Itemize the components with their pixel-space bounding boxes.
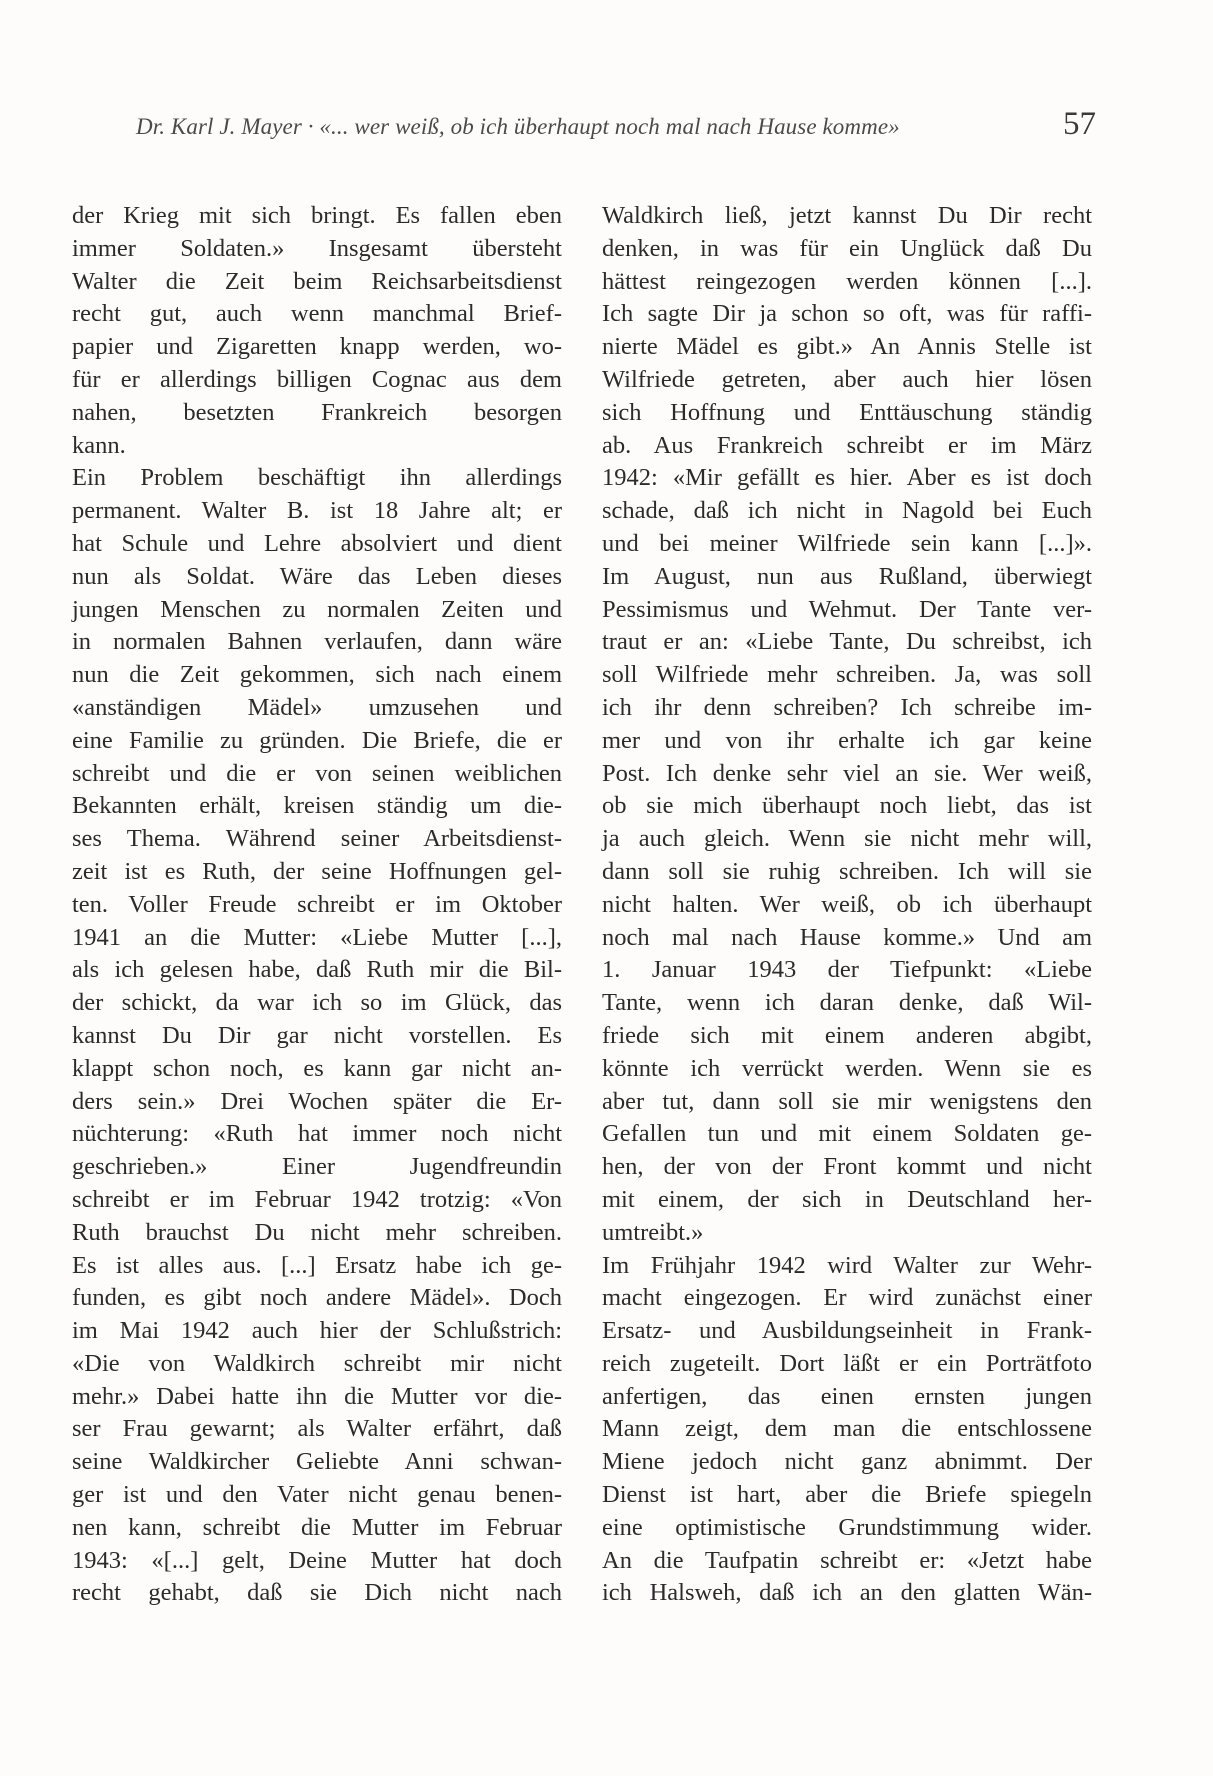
text-line: nun die Zeit gekommen, sich nach einem	[72, 661, 562, 689]
text-line: Im August, nun aus Rußland, überwiegt	[602, 562, 1092, 590]
text-line: Post. Ich denke sehr viel an sie. Wer weiß,	[602, 759, 1092, 787]
text-line: ger ist und den Vater nicht genau benen-	[72, 1481, 562, 1509]
text-line: funden, es gibt noch andere Mädel». Doch	[72, 1284, 562, 1312]
text-line: nun als Soldat. Wäre das Leben dieses	[72, 562, 562, 590]
text-line: ses Thema. Während seiner Arbeitsdienst-	[72, 825, 562, 853]
text-line: soll Wilfriede mehr schreiben. Ja, was soll	[602, 661, 1092, 689]
text-line: ich Halsweh, daß ich an den glatten Wän-	[602, 1579, 1092, 1607]
text-line: nicht halten. Wer weiß, ob ich überhaupt	[602, 890, 1092, 918]
text-line: Mann zeigt, dem man die entschlossene	[602, 1415, 1092, 1443]
text-line: der schickt, da war ich so im Glück, das	[72, 989, 562, 1017]
text-line: eine Familie zu gründen. Die Briefe, die er	[72, 726, 562, 754]
text-line: klappt schon noch, es kann gar nicht an-	[72, 1054, 562, 1082]
text-line: nierte Mädel es gibt.» An Annis Stelle ist	[602, 333, 1092, 361]
text-line: Ruth brauchst Du nicht mehr schreiben.	[72, 1218, 562, 1246]
text-line: sich Hoffnung und Enttäuschung ständig	[602, 398, 1092, 426]
text-line: 1942: «Mir gefällt es hier. Aber es ist doch	[602, 464, 1092, 492]
text-line: «Die von Waldkirch schreibt mir nicht	[72, 1349, 562, 1377]
text-line: recht gehabt, daß sie Dich nicht nach	[72, 1579, 562, 1607]
text-line: als ich gelesen habe, daß Ruth mir die Bil-	[72, 956, 562, 984]
text-line: 1943: «[...] gelt, Deine Mutter hat doch	[72, 1546, 562, 1574]
text-line: Wilfriede getreten, aber auch hier lösen	[602, 365, 1092, 393]
text-line: 1941 an die Mutter: «Liebe Mutter [...],	[72, 923, 562, 951]
text-line: jungen Menschen zu normalen Zeiten und	[72, 595, 562, 623]
text-line: immer Soldaten.» Insgesamt übersteht	[72, 234, 562, 262]
text-line: 1. Januar 1943 der Tiefpunkt: «Liebe	[602, 956, 1092, 984]
text-line: geschrieben.» Einer Jugendfreundin	[72, 1153, 562, 1181]
text-line: hättest reingezogen werden können [...].	[602, 267, 1092, 295]
text-line: für er allerdings billigen Cognac aus dem	[72, 365, 562, 393]
text-line: An die Taufpatin schreibt er: «Jetzt habe	[602, 1546, 1092, 1574]
text-line: Miene jedoch nicht ganz abnimmt. Der	[602, 1448, 1092, 1476]
text-line: Dienst ist hart, aber die Briefe spiegeln	[602, 1481, 1092, 1509]
text-line: ab. Aus Frankreich schreibt er im März	[602, 431, 1092, 459]
text-line: und bei meiner Wilfriede sein kann [...]».	[602, 529, 1092, 557]
text-line: Walter die Zeit beim Reichsarbeitsdienst	[72, 267, 562, 295]
text-line: dann soll sie ruhig schreiben. Ich will sie	[602, 857, 1092, 885]
left-text-column	[72, 200, 562, 1610]
page-number: 57	[1063, 106, 1096, 142]
text-line: anfertigen, das einen ernsten jungen	[602, 1382, 1092, 1410]
text-line: kannst Du Dir gar nicht vorstellen. Es	[72, 1021, 562, 1049]
text-line: mer und von ihr erhalte ich gar keine	[602, 726, 1092, 754]
text-line: ich ihr denn schreiben? Ich schreibe im-	[602, 693, 1092, 721]
text-line: «anständigen Mädel» umzusehen und	[72, 693, 562, 721]
text-line: ja auch gleich. Wenn sie nicht mehr will,	[602, 825, 1092, 853]
text-line: schade, daß ich nicht in Nagold bei Euch	[602, 497, 1092, 525]
text-line: kann.	[72, 431, 126, 459]
text-line: Im Frühjahr 1942 wird Walter zur Wehr-	[602, 1251, 1092, 1279]
text-line: hat Schule und Lehre absolviert und dient	[72, 529, 562, 557]
text-line: friede sich mit einem anderen abgibt,	[602, 1021, 1092, 1049]
text-line: der Krieg mit sich bringt. Es fallen eben	[72, 202, 562, 229]
text-line: mehr.» Dabei hatte ihn die Mutter vor die-	[72, 1382, 562, 1410]
text-line: denken, in was für ein Unglück daß Du	[602, 234, 1092, 262]
text-line: ser Frau gewarnt; als Walter erfährt, daß	[72, 1415, 562, 1443]
right-text-column	[602, 200, 1092, 1610]
text-line: im Mai 1942 auch hier der Schlußstrich:	[72, 1317, 562, 1345]
text-line: papier und Zigaretten knapp werden, wo-	[72, 333, 562, 361]
text-line: könnte ich verrückt werden. Wenn sie es	[602, 1054, 1092, 1082]
text-line: traut er an: «Liebe Tante, Du schreibst, ich	[602, 628, 1092, 656]
text-line: Bekannten erhält, kreisen ständig um die-	[72, 792, 562, 820]
text-line: umtreibt.»	[602, 1218, 704, 1246]
text-line: Ein Problem beschäftigt ihn allerdings	[72, 464, 562, 492]
text-line: mit einem, der sich in Deutschland her-	[602, 1185, 1092, 1213]
text-line: macht eingezogen. Er wird zunächst einer	[602, 1284, 1092, 1312]
text-line: Gefallen tun und mit einem Soldaten ge-	[602, 1120, 1092, 1148]
text-line: Tante, wenn ich daran denke, daß Wil-	[602, 989, 1092, 1017]
text-line: ders sein.» Drei Wochen später die Er-	[72, 1087, 562, 1115]
text-line: Waldkirch ließ, jetzt kannst Du Dir recht	[602, 202, 1092, 229]
text-line: ob sie mich überhaupt noch liebt, das ist	[602, 792, 1092, 820]
text-line: hen, der von der Front kommt und nicht	[602, 1153, 1092, 1181]
text-line: nen kann, schreibt die Mutter im Februar	[72, 1513, 562, 1541]
text-line: Es ist alles aus. [...] Ersatz habe ich ge-	[72, 1251, 562, 1279]
text-line: eine optimistische Grundstimmung wider.	[602, 1513, 1092, 1541]
text-line: Pessimismus und Wehmut. Der Tante ver-	[602, 595, 1092, 623]
text-line: permanent. Walter B. ist 18 Jahre alt; er	[72, 497, 562, 525]
text-line: zeit ist es Ruth, der seine Hoffnungen gel-	[72, 857, 562, 885]
text-line: noch mal nach Hause komme.» Und am	[602, 923, 1092, 951]
text-line: ten. Voller Freude schreibt er im Oktober	[72, 890, 562, 918]
text-line: schreibt er im Februar 1942 trotzig: «Von	[72, 1185, 562, 1213]
text-line: nahen, besetzten Frankreich besorgen	[72, 398, 562, 426]
text-line: seine Waldkircher Geliebte Anni schwan-	[72, 1448, 562, 1476]
text-line: in normalen Bahnen verlaufen, dann wäre	[72, 628, 562, 656]
text-line: recht gut, auch wenn manchmal Brief-	[72, 300, 562, 328]
page-header	[136, 106, 1096, 150]
text-line: Ich sagte Dir ja schon so oft, was für raffi-	[602, 300, 1092, 328]
running-title: Dr. Karl J. Mayer · «... wer weiß, ob ich überhaupt noch mal nach Hause komme»	[136, 114, 900, 139]
text-line: Ersatz- und Ausbildungseinheit in Frank-	[602, 1317, 1092, 1345]
text-line: nüchterung: «Ruth hat immer noch nicht	[72, 1120, 562, 1148]
text-line: aber tut, dann soll sie mir wenigstens den	[602, 1087, 1092, 1115]
text-line: reich zugeteilt. Dort läßt er ein Porträtfoto	[602, 1349, 1092, 1377]
text-line: schreibt und die er von seinen weiblichen	[72, 759, 562, 787]
